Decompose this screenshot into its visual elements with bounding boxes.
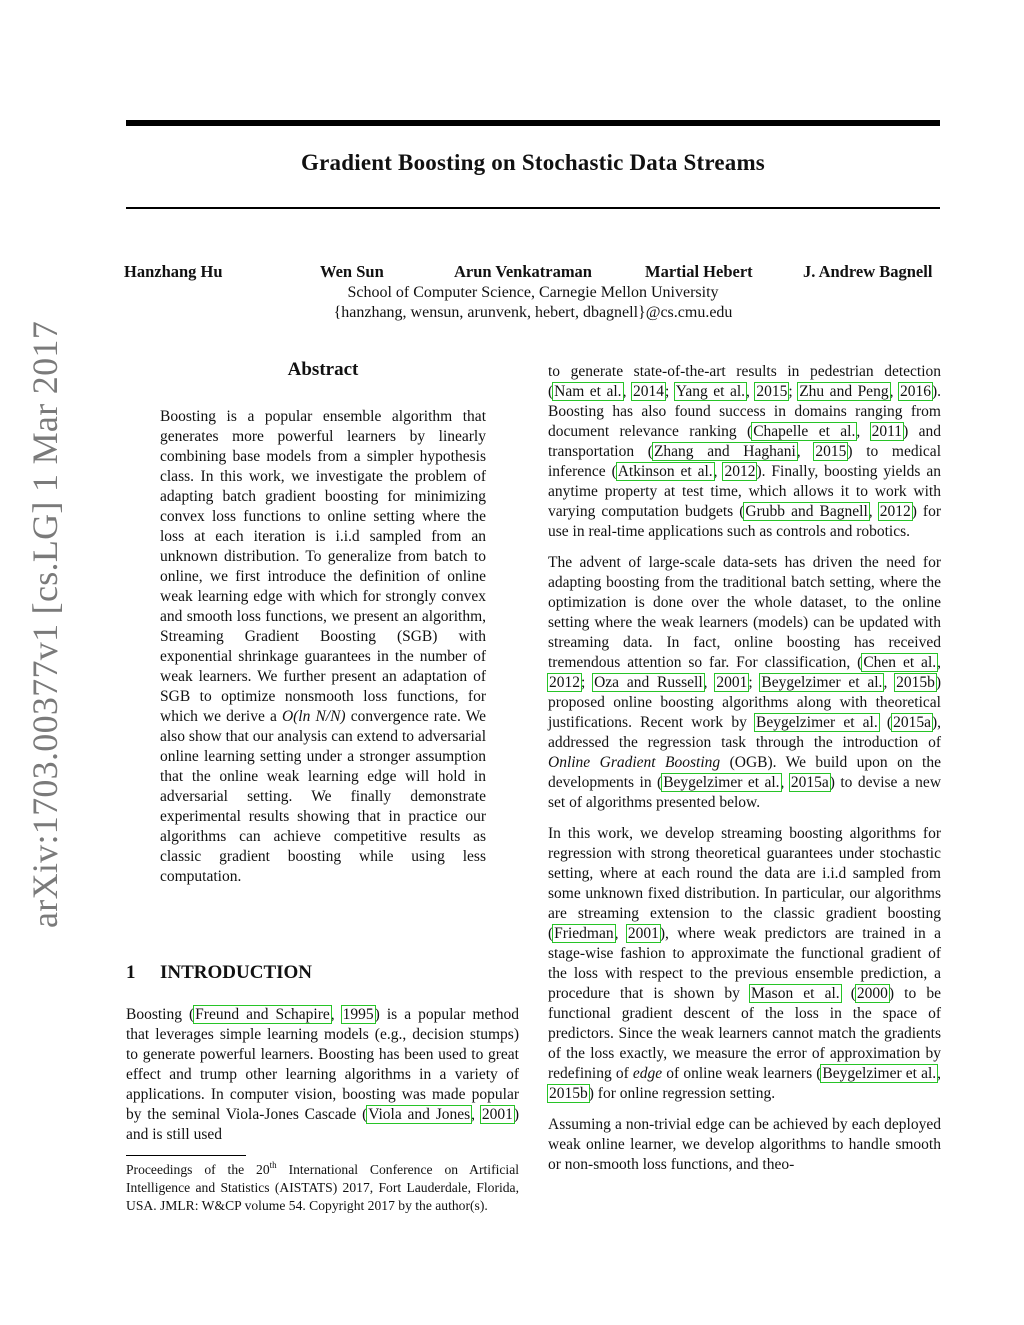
citation-link[interactable]: Oza and Russell <box>594 674 703 691</box>
citation-link[interactable]: 2000 <box>856 985 888 1002</box>
arxiv-identifier: arXiv:1703.00377v1 [cs.LG] 1 Mar 2017 <box>25 321 65 928</box>
title-top-rule <box>126 120 940 126</box>
citation-link[interactable]: Chen et al. <box>863 654 937 671</box>
author-emails: {hanzhang, wensun, arunvenk, hebert, dbagnell}@cs.cmu.edu <box>333 304 733 321</box>
citation-link[interactable]: 2012 <box>549 674 580 691</box>
citation-link[interactable]: Viola and Jones <box>368 1106 471 1123</box>
complexity-formula: O(ln N/N) <box>281 708 346 725</box>
author-arun-venkatraman: Arun Venkatraman <box>454 262 592 281</box>
intro-paragraph-4: In this work, we develop streaming boosting algorithms for regression with strong theoretical guarantees under stochastic setting, where at each round the data are i.i.d sampled from some unknown fixed distribution. In particular, our algorithms are streaming extension to the classic gradient boosting (Friedman, 2001), where weak predictors are trained in a stage-wise fashion to approximate the functional gradient of the loss with respect to the previous ensemble prediction, a procedure that is shown by Mason et al. (2000) to be functional gradient descent of the loss in the space of predictors. Since the weak learners cannot match the gradients of the loss exactly, we measure the error of approximation by redefining of edge of online weak learners (Beygelzimer et al., 2015b) for online regression setting. <box>548 825 942 1102</box>
section-heading: 1 INTRODUCTION <box>126 962 313 983</box>
title-bottom-rule <box>126 207 940 209</box>
intro-paragraph-1: Boosting (Freund and Schapire, 1995) is a popular method that leverages simple learning models (e.g., decision stumps) to generate powerful learners. Boosting has been used to great effect and trump other learning algorithms in a variety of applications. In computer vision, boosting was made popular by the seminal Viola-Jones Cascade (Viola and Jones, 2001) and is still used <box>126 1006 519 1143</box>
citation-link[interactable]: Freund and Schapire <box>195 1006 330 1023</box>
citation-link[interactable]: Friedman <box>554 925 614 942</box>
author-andrew-bagnell: J. Andrew Bagnell <box>803 262 933 281</box>
citation-link[interactable]: 2015a <box>893 714 931 731</box>
intro-paragraph-2: to generate state-of-the-art results in pedestrian detection (Nam et al., 2014; Yang et al., 2015; Zhu and Peng, 2016). Boosting has also found success in domains ranging from document relevance ranking (Chapelle et al., 2011) and transportation (Zhang and Haghani, 2015) to medical inference (Atkinson et al., 2012). Finally, boosting yields an anytime property at test time, which allows it to work with varying computation budgets (Grubb and Bagnell, 2012) for use in real-time applications such as controls and robotics. <box>548 363 942 540</box>
citation-link[interactable]: Beygelzimer et al. <box>761 674 883 691</box>
citation-link[interactable]: 2015b <box>896 674 935 691</box>
footnote-rule <box>126 1155 246 1156</box>
intro-paragraph-3: The advent of large-scale data-sets has driven the need for adapting boosting from the traditional batch setting, where the optimization is done over the whole dataset, to the online setting where the weak learners (models) can be updated with streaming data. In fact, online boosting has received tremendous attention so far. For classification, (Chen et al., 2012; Oza and Russell, 2001; Beygelzimer et al., 2015b) proposed online boosting algorithms along with theoretical justifications. Recent work by Beygelzimer et al. (2015a), addressed the regression task through the introduction of Online Gradient Boosting (OGB). We build upon on the developments in (Beygelzimer et al., 2015a) to devise a new set of algorithms presented below. <box>548 554 942 811</box>
citation-link[interactable]: Grubb and Bagnell <box>745 503 868 520</box>
citation-link[interactable]: 2015 <box>815 443 847 460</box>
citation-link[interactable]: 2015 <box>756 383 788 400</box>
affiliation: School of Computer Science, Carnegie Mellon University <box>347 284 719 301</box>
citation-link[interactable]: 1995 <box>342 1006 374 1023</box>
paper-title: Gradient Boosting on Stochastic Data Streams <box>301 150 765 175</box>
citation-link[interactable]: Beygelzimer et al. <box>663 774 780 791</box>
author-martial-hebert: Martial Hebert <box>645 262 753 281</box>
citation-link[interactable]: Chapelle et al. <box>753 423 856 440</box>
abstract-heading: Abstract <box>287 359 359 380</box>
citation-link[interactable]: 2001 <box>627 925 659 942</box>
citation-link[interactable]: 2014 <box>632 383 664 400</box>
right-column-body <box>548 362 941 1175</box>
author-wen-sun: Wen Sun <box>320 262 384 281</box>
citation-link[interactable]: 2012 <box>724 463 756 480</box>
left-column-body <box>126 1005 519 1145</box>
intro-paragraph-5: Assuming a non-trivial edge can be achieved by each deployed weak online learner, we develop algorithms to handle smooth or non-smooth loss functions, and theo- <box>548 1116 941 1173</box>
citation-link[interactable]: 2001 <box>481 1106 513 1123</box>
citation-link[interactable]: Yang et al. <box>675 383 746 400</box>
citation-link[interactable]: 2011 <box>871 423 903 440</box>
citation-link[interactable]: Nam et al. <box>554 383 622 400</box>
citation-link[interactable]: 2012 <box>879 503 911 520</box>
citation-link[interactable]: Zhu and Peng <box>799 383 889 400</box>
citation-link[interactable]: Mason et al. <box>751 985 840 1002</box>
citation-link[interactable]: 2015a <box>790 774 829 791</box>
citation-link[interactable]: Zhang and Haghani <box>653 443 796 460</box>
citation-link[interactable]: 2016 <box>899 383 931 400</box>
citation-link[interactable]: Atkinson et al. <box>617 463 713 480</box>
author-hanzhang-hu: Hanzhang Hu <box>124 262 223 281</box>
citation-link[interactable]: 2001 <box>716 674 748 691</box>
citation-link[interactable]: 2015b <box>549 1085 588 1102</box>
abstract-text: Boosting is a popular ensemble algorithm that generates more powerful learners by linearly combining base models from a simpler hypothesis class. In this work, we investigate the problem of adapting batch gradient boosting for minimizing convex loss functions to online setting where the loss at each iteration is i.i.d sampled from an unknown distribution. To generalize from batch to online, we first introduce the definition of online weak learning edge with which for strongly convex and smooth loss functions, we present an algorithm, Streaming Gradient Boosting (SGB) with exponential shrinkage guarantees in the number of weak learners. We further present an adaptation of SGB to optimize nonsmooth loss functions, for which we derive a O(ln N/N) convergence rate. We also show that our analysis can extend to adversarial online learning setting under a stronger assumption that the online weak learning edge will hold in adversarial setting. We finally demonstrate experimental results showing that in practice our algorithms can achieve competitive results as classic gradient boosting while using less computation. <box>160 408 486 885</box>
footnote-proceedings: Proceedings of the 20th International Conference on Artificial Intelligence and Statistics (AISTATS) 2017, Fort Lauderdale, Florida, USA. JMLR: W&CP volume 54. Copyright 2017 by the author(s). <box>126 1160 519 1213</box>
citation-link[interactable]: Beygelzimer et al. <box>755 714 878 731</box>
citation-link[interactable]: Beygelzimer et al. <box>822 1065 937 1082</box>
